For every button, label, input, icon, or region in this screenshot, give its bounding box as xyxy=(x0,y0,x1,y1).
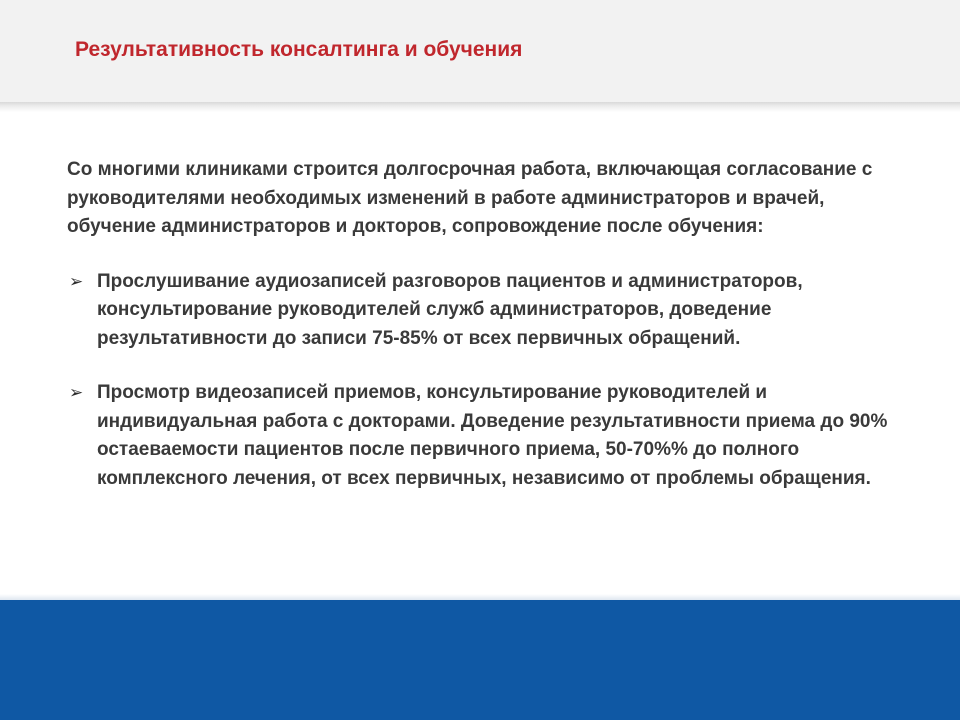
intro-paragraph: Со многими клиниками строится долгосрочная работа, включающая согласование с руководителями необходимых изменений в работе администраторов и врачей, обучение администраторов и докторов, сопровождение после обучения: xyxy=(67,159,873,237)
bullet-list xyxy=(67,268,917,494)
slide-title: Результативность консалтинга и обучения xyxy=(75,38,523,61)
bullet-item xyxy=(67,379,917,493)
bullet-text: Просмотр видеозаписей приемов, консультирование руководителей и индивидуальная работа с докторами. Доведение результативности приема до 90% остаеваемости пациентов после первичного приема, 50-70%% до полного комплексного лечения, от всех первичных, независимо от проблемы обращения. xyxy=(97,382,888,489)
bullet-item xyxy=(67,268,917,354)
slide-content xyxy=(67,156,917,519)
arrow-bullet-icon: ➢ xyxy=(69,383,84,402)
header-divider xyxy=(0,102,960,112)
arrow-bullet-icon: ➢ xyxy=(69,271,84,291)
bullet-text: Прослушивание аудиозаписей разговоров пациентов и администраторов, консультирование руководителей служб администраторов, доведение результативности до записи 75-85% от всех первичных обращений. xyxy=(97,270,803,349)
footer-band xyxy=(0,600,960,720)
